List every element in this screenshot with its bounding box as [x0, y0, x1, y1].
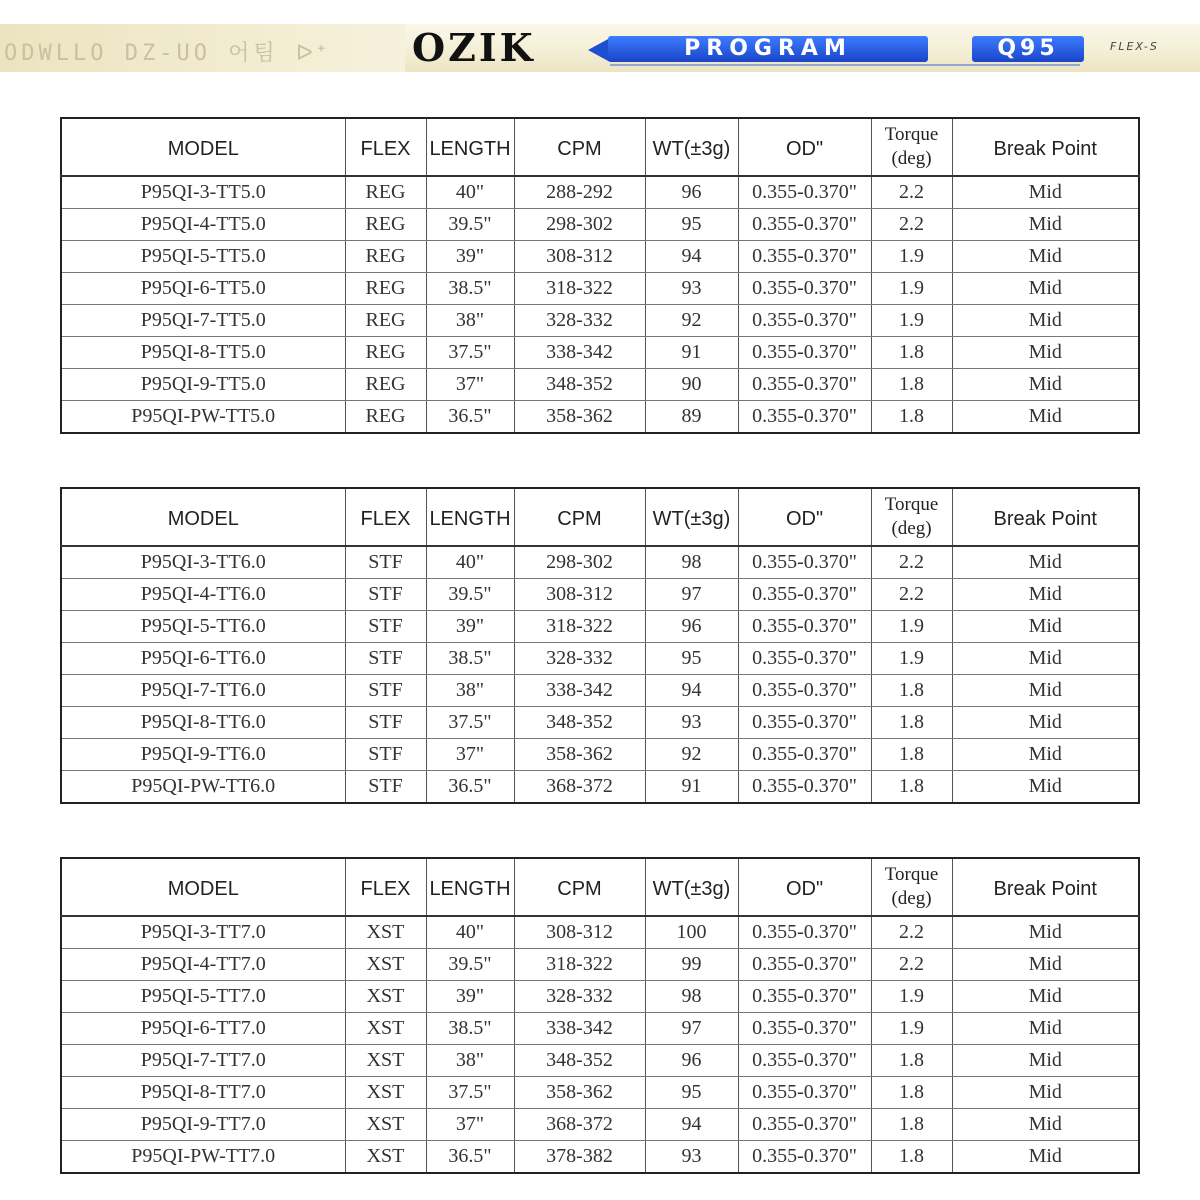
table-row — [61, 771, 1139, 804]
cell-flex: REG — [345, 273, 426, 305]
cell-model: P95QI-7-TT7.0 — [61, 1045, 345, 1077]
cell-flex: STF — [345, 771, 426, 804]
cell-weight: 99 — [645, 949, 738, 981]
cell-break-point: Mid — [952, 209, 1139, 241]
cell-weight: 96 — [645, 1045, 738, 1077]
cell-torque: 1.8 — [871, 739, 952, 771]
cell-break-point: Mid — [952, 337, 1139, 369]
cell-od: 0.355-0.370" — [738, 916, 871, 949]
spec-table-1 — [60, 117, 1140, 434]
cell-model: P95QI-9-TT5.0 — [61, 369, 345, 401]
cell-od: 0.355-0.370" — [738, 241, 871, 273]
cell-torque: 2.2 — [871, 209, 952, 241]
cell-torque: 1.8 — [871, 675, 952, 707]
cell-cpm: 368-372 — [514, 771, 645, 804]
cell-weight: 95 — [645, 1077, 738, 1109]
cell-torque: 1.9 — [871, 241, 952, 273]
table-row — [61, 273, 1139, 305]
cell-cpm: 338-342 — [514, 675, 645, 707]
header-weight: WT(±3g) — [645, 858, 738, 916]
cell-length: 38.5" — [426, 273, 514, 305]
table-row — [61, 643, 1139, 675]
cell-length: 37" — [426, 739, 514, 771]
header-torque-label: Torque — [884, 494, 939, 515]
table-row — [61, 305, 1139, 337]
cell-od: 0.355-0.370" — [738, 981, 871, 1013]
cell-od: 0.355-0.370" — [738, 1141, 871, 1174]
cell-length: 36.5" — [426, 401, 514, 434]
table-row — [61, 1013, 1139, 1045]
cell-length: 39" — [426, 241, 514, 273]
cell-cpm: 358-362 — [514, 739, 645, 771]
cell-model: P95QI-9-TT6.0 — [61, 739, 345, 771]
cell-cpm: 328-332 — [514, 643, 645, 675]
cell-od: 0.355-0.370" — [738, 369, 871, 401]
cell-torque: 1.8 — [871, 1077, 952, 1109]
cell-od: 0.355-0.370" — [738, 675, 871, 707]
cell-flex: XST — [345, 1013, 426, 1045]
cell-model: P95QI-6-TT5.0 — [61, 273, 345, 305]
cell-cpm: 298-302 — [514, 209, 645, 241]
cell-model: P95QI-4-TT5.0 — [61, 209, 345, 241]
cell-break-point: Mid — [952, 675, 1139, 707]
header-model: MODEL — [61, 488, 345, 546]
arrow-icon — [588, 38, 610, 62]
header-torque-label: Torque — [884, 864, 939, 885]
header-od: OD" — [738, 858, 871, 916]
cell-break-point: Mid — [952, 739, 1139, 771]
cell-length: 38" — [426, 675, 514, 707]
cell-od: 0.355-0.370" — [738, 739, 871, 771]
header-od: OD" — [738, 118, 871, 176]
cell-model: P95QI-6-TT6.0 — [61, 643, 345, 675]
cell-od: 0.355-0.370" — [738, 305, 871, 337]
cell-length: 38.5" — [426, 643, 514, 675]
header-cpm: CPM — [514, 118, 645, 176]
cell-model: P95QI-PW-TT6.0 — [61, 771, 345, 804]
cell-model: P95QI-8-TT7.0 — [61, 1077, 345, 1109]
table-row — [61, 546, 1139, 579]
header-torque — [871, 118, 952, 176]
cell-break-point: Mid — [952, 1141, 1139, 1174]
cell-length: 37.5" — [426, 1077, 514, 1109]
cell-cpm: 378-382 — [514, 1141, 645, 1174]
cell-break-point: Mid — [952, 771, 1139, 804]
cell-flex: XST — [345, 916, 426, 949]
header-weight: WT(±3g) — [645, 488, 738, 546]
cell-weight: 93 — [645, 1141, 738, 1174]
cell-od: 0.355-0.370" — [738, 1045, 871, 1077]
program-badge: PROGRAM — [608, 36, 928, 62]
cell-weight: 90 — [645, 369, 738, 401]
table-row — [61, 1045, 1139, 1077]
cell-cpm: 288-292 — [514, 176, 645, 209]
header-model: MODEL — [61, 118, 345, 176]
cell-length: 36.5" — [426, 1141, 514, 1174]
spec-table-2 — [60, 487, 1140, 804]
cell-break-point: Mid — [952, 241, 1139, 273]
table-row — [61, 981, 1139, 1013]
cell-flex: XST — [345, 949, 426, 981]
cell-length: 40" — [426, 916, 514, 949]
cell-break-point: Mid — [952, 176, 1139, 209]
header-break-point: Break Point — [952, 118, 1139, 176]
cell-flex: STF — [345, 643, 426, 675]
cell-break-point: Mid — [952, 949, 1139, 981]
cell-model: P95QI-5-TT6.0 — [61, 611, 345, 643]
cell-cpm: 338-342 — [514, 337, 645, 369]
table-row — [61, 401, 1139, 434]
cell-break-point: Mid — [952, 916, 1139, 949]
cell-cpm: 348-352 — [514, 1045, 645, 1077]
cell-cpm: 338-342 — [514, 1013, 645, 1045]
cell-break-point: Mid — [952, 273, 1139, 305]
header-torque-unit: (deg) — [891, 518, 932, 539]
cell-break-point: Mid — [952, 546, 1139, 579]
cell-torque: 1.8 — [871, 337, 952, 369]
cell-flex: REG — [345, 241, 426, 273]
cell-model: P95QI-8-TT6.0 — [61, 707, 345, 739]
table-row — [61, 949, 1139, 981]
table-row — [61, 916, 1139, 949]
cell-break-point: Mid — [952, 1013, 1139, 1045]
cell-torque: 1.9 — [871, 643, 952, 675]
header-torque-unit: (deg) — [891, 148, 932, 169]
header-flex: FLEX — [345, 488, 426, 546]
cell-cpm: 358-362 — [514, 401, 645, 434]
table-row — [61, 337, 1139, 369]
cell-od: 0.355-0.370" — [738, 337, 871, 369]
cell-cpm: 318-322 — [514, 949, 645, 981]
table-row — [61, 579, 1139, 611]
cell-weight: 95 — [645, 643, 738, 675]
cell-length: 39" — [426, 611, 514, 643]
cell-od: 0.355-0.370" — [738, 1013, 871, 1045]
header-break-point: Break Point — [952, 488, 1139, 546]
header-row — [61, 488, 1139, 546]
cell-torque: 1.8 — [871, 1109, 952, 1141]
cell-model: P95QI-4-TT7.0 — [61, 949, 345, 981]
header-od: OD" — [738, 488, 871, 546]
cell-od: 0.355-0.370" — [738, 579, 871, 611]
cell-torque: 2.2 — [871, 176, 952, 209]
cell-weight: 96 — [645, 176, 738, 209]
cell-od: 0.355-0.370" — [738, 771, 871, 804]
cell-flex: XST — [345, 1077, 426, 1109]
header-torque-unit: (deg) — [891, 888, 932, 909]
cell-od: 0.355-0.370" — [738, 1077, 871, 1109]
table-row — [61, 1077, 1139, 1109]
cell-od: 0.355-0.370" — [738, 546, 871, 579]
cell-model: P95QI-3-TT5.0 — [61, 176, 345, 209]
header-length: LENGTH — [426, 488, 514, 546]
header-model: MODEL — [61, 858, 345, 916]
cell-break-point: Mid — [952, 611, 1139, 643]
cell-weight: 91 — [645, 771, 738, 804]
cell-torque: 1.8 — [871, 369, 952, 401]
cell-length: 37.5" — [426, 337, 514, 369]
cell-od: 0.355-0.370" — [738, 401, 871, 434]
cell-model: P95QI-PW-TT7.0 — [61, 1141, 345, 1174]
cell-cpm: 368-372 — [514, 1109, 645, 1141]
cell-od: 0.355-0.370" — [738, 273, 871, 305]
cell-weight: 96 — [645, 611, 738, 643]
cell-od: 0.355-0.370" — [738, 176, 871, 209]
cell-torque: 1.8 — [871, 1045, 952, 1077]
cell-break-point: Mid — [952, 305, 1139, 337]
cell-length: 39.5" — [426, 209, 514, 241]
cell-flex: STF — [345, 579, 426, 611]
cell-cpm: 328-332 — [514, 981, 645, 1013]
table-row — [61, 241, 1139, 273]
cell-model: P95QI-9-TT7.0 — [61, 1109, 345, 1141]
cell-cpm: 328-332 — [514, 305, 645, 337]
cell-cpm: 308-312 — [514, 916, 645, 949]
cell-model: P95QI-7-TT6.0 — [61, 675, 345, 707]
cell-flex: REG — [345, 209, 426, 241]
cell-od: 0.355-0.370" — [738, 949, 871, 981]
cell-weight: 97 — [645, 579, 738, 611]
cell-model: P95QI-7-TT5.0 — [61, 305, 345, 337]
cell-flex: XST — [345, 1109, 426, 1141]
cell-flex: STF — [345, 611, 426, 643]
cell-torque: 1.8 — [871, 771, 952, 804]
cell-length: 36.5" — [426, 771, 514, 804]
cell-weight: 91 — [645, 337, 738, 369]
cell-weight: 92 — [645, 305, 738, 337]
cell-torque: 1.8 — [871, 401, 952, 434]
cell-torque: 2.2 — [871, 546, 952, 579]
cell-torque: 1.8 — [871, 1141, 952, 1174]
cell-break-point: Mid — [952, 707, 1139, 739]
cell-length: 39.5" — [426, 949, 514, 981]
cell-cpm: 318-322 — [514, 273, 645, 305]
cell-torque: 1.9 — [871, 611, 952, 643]
cell-break-point: Mid — [952, 1077, 1139, 1109]
header-cpm: CPM — [514, 488, 645, 546]
cell-model: P95QI-5-TT7.0 — [61, 981, 345, 1013]
cell-flex: STF — [345, 739, 426, 771]
cell-model: P95QI-PW-TT5.0 — [61, 401, 345, 434]
cell-torque: 1.9 — [871, 305, 952, 337]
header-torque — [871, 488, 952, 546]
cell-weight: 92 — [645, 739, 738, 771]
cell-flex: STF — [345, 675, 426, 707]
header-cpm: CPM — [514, 858, 645, 916]
cell-flex: REG — [345, 337, 426, 369]
cell-weight: 94 — [645, 1109, 738, 1141]
cell-break-point: Mid — [952, 643, 1139, 675]
cell-flex: REG — [345, 176, 426, 209]
table-row — [61, 176, 1139, 209]
cell-break-point: Mid — [952, 401, 1139, 434]
cell-cpm: 318-322 — [514, 611, 645, 643]
cell-od: 0.355-0.370" — [738, 209, 871, 241]
header-length: LENGTH — [426, 118, 514, 176]
header-flex: FLEX — [345, 858, 426, 916]
table-row — [61, 1141, 1139, 1174]
table-row — [61, 739, 1139, 771]
cell-weight: 93 — [645, 273, 738, 305]
cell-length: 39.5" — [426, 579, 514, 611]
cell-length: 38.5" — [426, 1013, 514, 1045]
faded-shaft-text: ODWLLO DZ-UO 어팀 ᐅᐩ — [4, 41, 330, 66]
cell-weight: 95 — [645, 209, 738, 241]
table-row — [61, 209, 1139, 241]
cell-model: P95QI-5-TT5.0 — [61, 241, 345, 273]
table-row — [61, 707, 1139, 739]
cell-weight: 98 — [645, 546, 738, 579]
header-length: LENGTH — [426, 858, 514, 916]
header-row — [61, 118, 1139, 176]
cell-flex: STF — [345, 707, 426, 739]
header-flex: FLEX — [345, 118, 426, 176]
header-break-point: Break Point — [952, 858, 1139, 916]
cell-flex: REG — [345, 369, 426, 401]
cell-torque: 1.9 — [871, 273, 952, 305]
spec-table-3 — [60, 857, 1140, 1174]
cell-weight: 97 — [645, 1013, 738, 1045]
cell-od: 0.355-0.370" — [738, 643, 871, 675]
cell-length: 38" — [426, 305, 514, 337]
cell-break-point: Mid — [952, 1045, 1139, 1077]
cell-flex: REG — [345, 401, 426, 434]
cell-length: 39" — [426, 981, 514, 1013]
cell-torque: 2.2 — [871, 579, 952, 611]
flex-label: FLEX-S — [1110, 40, 1159, 53]
header-torque-label: Torque — [884, 124, 939, 145]
cell-weight: 94 — [645, 241, 738, 273]
table-row — [61, 369, 1139, 401]
cell-model: P95QI-6-TT7.0 — [61, 1013, 345, 1045]
cell-length: 38" — [426, 1045, 514, 1077]
cell-cpm: 308-312 — [514, 241, 645, 273]
cell-weight: 93 — [645, 707, 738, 739]
cell-torque: 2.2 — [871, 916, 952, 949]
cell-model: P95QI-4-TT6.0 — [61, 579, 345, 611]
cell-cpm: 348-352 — [514, 369, 645, 401]
table-row — [61, 611, 1139, 643]
cell-break-point: Mid — [952, 1109, 1139, 1141]
cell-length: 40" — [426, 546, 514, 579]
cell-model: P95QI-8-TT5.0 — [61, 337, 345, 369]
model-badge: Q95 — [972, 36, 1084, 62]
cell-weight: 89 — [645, 401, 738, 434]
cell-model: P95QI-3-TT7.0 — [61, 916, 345, 949]
cell-od: 0.355-0.370" — [738, 611, 871, 643]
cell-od: 0.355-0.370" — [738, 707, 871, 739]
header-weight: WT(±3g) — [645, 118, 738, 176]
cell-cpm: 348-352 — [514, 707, 645, 739]
cell-flex: STF — [345, 546, 426, 579]
cell-torque: 1.9 — [871, 1013, 952, 1045]
cell-break-point: Mid — [952, 369, 1139, 401]
cell-length: 37" — [426, 369, 514, 401]
cell-od: 0.355-0.370" — [738, 1109, 871, 1141]
cell-flex: XST — [345, 981, 426, 1013]
banner-underline — [610, 64, 1080, 66]
cell-cpm: 358-362 — [514, 1077, 645, 1109]
cell-weight: 100 — [645, 916, 738, 949]
header-row — [61, 858, 1139, 916]
cell-torque: 2.2 — [871, 949, 952, 981]
cell-torque: 1.9 — [871, 981, 952, 1013]
cell-torque: 1.8 — [871, 707, 952, 739]
shaft-banner — [0, 24, 1200, 72]
cell-flex: XST — [345, 1045, 426, 1077]
cell-length: 37.5" — [426, 707, 514, 739]
cell-break-point: Mid — [952, 579, 1139, 611]
cell-flex: XST — [345, 1141, 426, 1174]
cell-weight: 94 — [645, 675, 738, 707]
cell-break-point: Mid — [952, 981, 1139, 1013]
table-row — [61, 1109, 1139, 1141]
cell-model: P95QI-3-TT6.0 — [61, 546, 345, 579]
cell-cpm: 298-302 — [514, 546, 645, 579]
cell-flex: REG — [345, 305, 426, 337]
cell-weight: 98 — [645, 981, 738, 1013]
brand-logo: OZIK — [412, 25, 536, 70]
cell-cpm: 308-312 — [514, 579, 645, 611]
cell-length: 37" — [426, 1109, 514, 1141]
table-row — [61, 675, 1139, 707]
header-torque — [871, 858, 952, 916]
cell-length: 40" — [426, 176, 514, 209]
